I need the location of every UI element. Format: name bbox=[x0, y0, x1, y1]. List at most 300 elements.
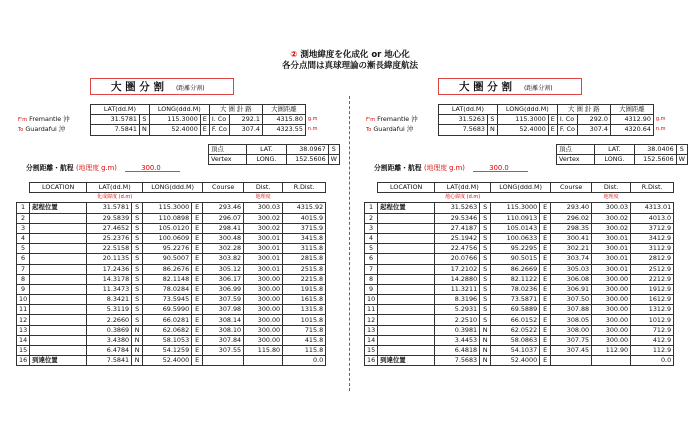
row-lat-h: S bbox=[132, 264, 143, 274]
to-lon-h: E bbox=[548, 125, 557, 135]
row-dist: 300.00 bbox=[244, 315, 283, 325]
row-lat: 25.2376 bbox=[87, 233, 132, 243]
row-course: 307.84 bbox=[203, 335, 244, 345]
row-lat-h: S bbox=[132, 295, 143, 305]
row-lat: 0.3981 bbox=[435, 325, 480, 335]
row-dist: 300.00 bbox=[592, 335, 631, 345]
from-label: F'm Fremantle 沖 bbox=[366, 114, 418, 123]
row-lon-h: E bbox=[192, 264, 203, 274]
col-location: LOCATION bbox=[378, 183, 435, 193]
header-title: 測地緯度を化成化 or 地心化 bbox=[300, 50, 410, 60]
row-lat: 3.4453 bbox=[435, 335, 480, 345]
row-dist: 300.00 bbox=[592, 325, 631, 335]
row-lat: 3.4380 bbox=[87, 335, 132, 345]
row-rdist: 4013.0 bbox=[631, 213, 674, 223]
row-location bbox=[378, 295, 435, 305]
row-number: 16 bbox=[365, 356, 378, 366]
row-lon: 66.0152 bbox=[491, 315, 540, 325]
row-rdist: 115.8 bbox=[283, 346, 326, 356]
row-lon: 78.0236 bbox=[491, 284, 540, 294]
row-lat-h: S bbox=[480, 213, 491, 223]
row-number: 3 bbox=[17, 223, 30, 233]
row-lon: 58.0863 bbox=[491, 335, 540, 345]
row-lon-h: E bbox=[540, 346, 551, 356]
table-row bbox=[365, 295, 674, 305]
header-number: ② bbox=[290, 50, 298, 60]
row-dist: 300.01 bbox=[244, 254, 283, 264]
row-lon-h: E bbox=[540, 254, 551, 264]
row-dist: 300.00 bbox=[244, 325, 283, 335]
row-location bbox=[30, 295, 87, 305]
row-number: 12 bbox=[365, 315, 378, 325]
row-rdist: 3115.8 bbox=[283, 244, 326, 254]
row-lat-h: S bbox=[132, 284, 143, 294]
panel-title-box bbox=[438, 78, 582, 95]
row-dist: 300.01 bbox=[592, 264, 631, 274]
row-number: 10 bbox=[17, 295, 30, 305]
row-lat-h: S bbox=[480, 274, 491, 284]
row-dist: 300.01 bbox=[244, 264, 283, 274]
table-row bbox=[365, 244, 674, 254]
row-number: 2 bbox=[17, 213, 30, 223]
row-course: 298.35 bbox=[551, 223, 592, 233]
row-rdist: 412.9 bbox=[631, 335, 674, 345]
route-table bbox=[16, 104, 322, 136]
row-course: 305.12 bbox=[203, 264, 244, 274]
row-course: 308.10 bbox=[203, 325, 244, 335]
table-row bbox=[17, 295, 326, 305]
col-location: LOCATION bbox=[30, 183, 87, 193]
row-lat-h: N bbox=[132, 356, 143, 366]
from-lat: 31.5781 bbox=[91, 115, 140, 125]
row-lon-h: E bbox=[540, 213, 551, 223]
row-lat-h: S bbox=[132, 274, 143, 284]
route-head-dist: 大圏距離 bbox=[262, 105, 305, 115]
row-dist: 300.01 bbox=[244, 233, 283, 243]
table-row bbox=[365, 203, 674, 213]
row-dist: 300.02 bbox=[244, 223, 283, 233]
vertex-lat-head: LAT. bbox=[594, 145, 635, 155]
panel-subtitle: (距離分割) bbox=[523, 85, 553, 92]
table-row bbox=[17, 356, 326, 366]
row-location bbox=[30, 233, 87, 243]
row-number: 9 bbox=[17, 284, 30, 294]
row-number: 15 bbox=[17, 346, 30, 356]
vertex-lon: 152.5606 bbox=[635, 155, 676, 165]
dist-note: 地理度 bbox=[603, 194, 619, 201]
row-location bbox=[30, 223, 87, 233]
row-lon: 105.0120 bbox=[143, 223, 192, 233]
from-label: F'm Fremantle 沖 bbox=[18, 114, 70, 123]
from-dist: 4312.90 bbox=[610, 115, 653, 125]
row-rdist: 3112.9 bbox=[631, 244, 674, 254]
row-lon: 100.0633 bbox=[491, 233, 540, 243]
col-lon: LONG(ddd.M) bbox=[143, 183, 203, 193]
row-lat-h: S bbox=[480, 264, 491, 274]
row-lon: 66.0281 bbox=[143, 315, 192, 325]
waypoint-table bbox=[364, 182, 674, 366]
row-location bbox=[378, 233, 435, 243]
row-rdist: 0.0 bbox=[283, 356, 326, 366]
to-unit: n.m bbox=[307, 126, 318, 133]
col-course: Course bbox=[203, 183, 244, 193]
row-lat: 2.2660 bbox=[87, 315, 132, 325]
row-course: 307.98 bbox=[203, 305, 244, 315]
row-lat: 22.4756 bbox=[435, 244, 480, 254]
row-number: 7 bbox=[17, 264, 30, 274]
row-lat: 31.5263 bbox=[435, 203, 480, 213]
row-lon-h: E bbox=[192, 335, 203, 345]
row-dist: 300.00 bbox=[244, 335, 283, 345]
row-lat-h: S bbox=[480, 284, 491, 294]
row-lon: 54.1037 bbox=[491, 346, 540, 356]
row-rdist: 2515.8 bbox=[283, 264, 326, 274]
row-course bbox=[551, 356, 592, 366]
table-row bbox=[17, 274, 326, 284]
row-lat-h: S bbox=[132, 244, 143, 254]
from-lon: 115.3000 bbox=[149, 115, 200, 125]
row-rdist: 4315.92 bbox=[283, 203, 326, 213]
row-lat-h: N bbox=[480, 325, 491, 335]
row-rdist: 2812.9 bbox=[631, 254, 674, 264]
row-course: 300.41 bbox=[551, 233, 592, 243]
row-dist: 300.03 bbox=[244, 203, 283, 213]
vertex-label-jp: 頂点 bbox=[557, 145, 595, 155]
row-lon-h: E bbox=[192, 346, 203, 356]
row-rdist: 3712.9 bbox=[631, 223, 674, 233]
row-lon-h: E bbox=[540, 244, 551, 254]
row-lat: 0.3869 bbox=[87, 325, 132, 335]
row-rdist: 715.8 bbox=[283, 325, 326, 335]
row-location bbox=[378, 213, 435, 223]
to-lat: 7.5683 bbox=[439, 125, 488, 135]
row-number: 14 bbox=[365, 335, 378, 345]
row-location bbox=[30, 346, 87, 356]
row-course: 293.46 bbox=[203, 203, 244, 213]
row-lat-h: S bbox=[132, 305, 143, 315]
division-note: (地理度 g.m) bbox=[423, 164, 465, 172]
from-course-label: I. Co bbox=[209, 115, 229, 125]
route-head-lon: LONG(ddd.M) bbox=[497, 105, 557, 115]
row-number: 5 bbox=[365, 244, 378, 254]
to-lon: 52.4000 bbox=[149, 125, 200, 135]
row-location bbox=[378, 264, 435, 274]
row-location bbox=[30, 274, 87, 284]
row-lon-h: E bbox=[540, 203, 551, 213]
row-number: 8 bbox=[17, 274, 30, 284]
table-row bbox=[365, 233, 674, 243]
row-lat: 2.2510 bbox=[435, 315, 480, 325]
table-row bbox=[17, 264, 326, 274]
row-lon: 69.5990 bbox=[143, 305, 192, 315]
row-lon: 86.2669 bbox=[491, 264, 540, 274]
table-row bbox=[365, 325, 674, 335]
to-prefix: To bbox=[366, 126, 372, 133]
row-lat: 17.2436 bbox=[87, 264, 132, 274]
dist-note: 地理度 bbox=[255, 194, 271, 201]
vertex-lon-head: LONG. bbox=[246, 155, 287, 165]
to-prefix: To bbox=[18, 126, 24, 133]
col-dist: Dist. bbox=[244, 183, 283, 193]
row-dist: 300.00 bbox=[592, 295, 631, 305]
row-course: 303.74 bbox=[551, 254, 592, 264]
row-course: 298.41 bbox=[203, 223, 244, 233]
row-rdist: 2512.9 bbox=[631, 264, 674, 274]
row-lat: 8.3421 bbox=[87, 295, 132, 305]
division-note: (地理度 g.m) bbox=[75, 164, 117, 172]
table-row bbox=[17, 213, 326, 223]
row-location bbox=[30, 284, 87, 294]
row-lat: 6.4784 bbox=[87, 346, 132, 356]
row-lon: 73.5871 bbox=[491, 295, 540, 305]
row-lon: 86.2676 bbox=[143, 264, 192, 274]
row-lon: 82.1122 bbox=[491, 274, 540, 284]
row-location bbox=[30, 305, 87, 315]
from-lat-h: S bbox=[140, 115, 150, 125]
table-row bbox=[17, 315, 326, 325]
from-lat-h: S bbox=[488, 115, 498, 125]
row-lon: 54.1259 bbox=[143, 346, 192, 356]
to-lat-h: N bbox=[140, 125, 150, 135]
table-row bbox=[17, 346, 326, 356]
row-lat: 27.4187 bbox=[435, 223, 480, 233]
row-rdist: 2815.8 bbox=[283, 254, 326, 264]
row-lon-h: E bbox=[192, 325, 203, 335]
panel-subtitle: (距離分割) bbox=[175, 85, 205, 92]
row-number: 13 bbox=[365, 325, 378, 335]
row-lat-h: S bbox=[480, 233, 491, 243]
table-row bbox=[365, 274, 674, 284]
row-rdist: 4313.01 bbox=[631, 203, 674, 213]
row-dist: 300.00 bbox=[244, 284, 283, 294]
table-row bbox=[17, 203, 326, 213]
row-location bbox=[30, 325, 87, 335]
vertex-lat: 38.0406 bbox=[635, 145, 676, 155]
row-lon: 95.2276 bbox=[143, 244, 192, 254]
row-dist: 300.00 bbox=[244, 295, 283, 305]
row-number: 2 bbox=[365, 213, 378, 223]
row-course: 293.40 bbox=[551, 203, 592, 213]
row-lat-h: N bbox=[480, 356, 491, 366]
vertex-table bbox=[208, 144, 340, 165]
row-rdist: 1015.8 bbox=[283, 315, 326, 325]
row-dist: 300.01 bbox=[592, 244, 631, 254]
row-lon-h: E bbox=[192, 233, 203, 243]
division-underline bbox=[473, 171, 528, 172]
row-lon: 78.0284 bbox=[143, 284, 192, 294]
row-course: 307.55 bbox=[203, 346, 244, 356]
row-location bbox=[378, 325, 435, 335]
row-lon-h: E bbox=[540, 305, 551, 315]
division-value: 300.0 bbox=[141, 164, 161, 172]
row-location bbox=[378, 335, 435, 345]
row-rdist: 1012.9 bbox=[631, 315, 674, 325]
row-number: 6 bbox=[365, 254, 378, 264]
row-number: 1 bbox=[17, 203, 30, 213]
row-lat-h: S bbox=[480, 223, 491, 233]
row-lon-h: E bbox=[192, 203, 203, 213]
row-location: 到達位置 bbox=[30, 356, 87, 366]
col-lon: LONG(ddd.M) bbox=[491, 183, 551, 193]
row-course: 302.28 bbox=[203, 244, 244, 254]
row-lat: 25.1942 bbox=[435, 233, 480, 243]
panel-left bbox=[0, 0, 340, 435]
row-course: 302.21 bbox=[551, 244, 592, 254]
row-location bbox=[30, 213, 87, 223]
row-lat: 5.2931 bbox=[435, 305, 480, 315]
row-lat-h: S bbox=[480, 203, 491, 213]
row-number: 4 bbox=[365, 233, 378, 243]
waypoint-table bbox=[16, 182, 326, 366]
panel-title: 大 圏 分 割 bbox=[459, 81, 512, 93]
table-row bbox=[365, 213, 674, 223]
row-dist bbox=[592, 356, 631, 366]
row-lat-h: S bbox=[480, 295, 491, 305]
row-lat-h: N bbox=[132, 346, 143, 356]
row-lon-h: E bbox=[192, 254, 203, 264]
row-course: 300.48 bbox=[203, 233, 244, 243]
row-lon-h: E bbox=[540, 325, 551, 335]
row-course: 307.45 bbox=[551, 346, 592, 356]
to-course: 307.4 bbox=[229, 125, 262, 135]
division-label: 分割距離・航程 bbox=[26, 164, 74, 172]
from-unit: g.m bbox=[307, 116, 318, 123]
to-course: 307.4 bbox=[577, 125, 610, 135]
route-head-course: 大 圏 針 路 bbox=[557, 105, 610, 115]
row-number: 13 bbox=[17, 325, 30, 335]
from-unit: g.m bbox=[655, 116, 666, 123]
row-course: 306.08 bbox=[551, 274, 592, 284]
to-lat: 7.5841 bbox=[91, 125, 140, 135]
row-lat: 27.4652 bbox=[87, 223, 132, 233]
row-lat-h: N bbox=[480, 335, 491, 345]
row-dist: 300.03 bbox=[592, 203, 631, 213]
row-course: 308.05 bbox=[551, 315, 592, 325]
row-number: 9 bbox=[365, 284, 378, 294]
row-location bbox=[378, 274, 435, 284]
from-prefix: F'm bbox=[366, 116, 376, 123]
row-lon: 62.0682 bbox=[143, 325, 192, 335]
row-lon: 52.4000 bbox=[491, 356, 540, 366]
lat-note: 地心緯度 (d.m) bbox=[445, 194, 481, 201]
route-head-dist: 大圏距離 bbox=[610, 105, 653, 115]
row-lon: 110.0898 bbox=[143, 213, 192, 223]
row-dist: 300.01 bbox=[592, 254, 631, 264]
row-location: 起程位置 bbox=[30, 203, 87, 213]
row-dist: 300.01 bbox=[244, 244, 283, 254]
row-lon-h: E bbox=[192, 315, 203, 325]
row-lon: 100.0609 bbox=[143, 233, 192, 243]
panel-title: 大 圏 分 割 bbox=[111, 81, 164, 93]
row-lon-h: E bbox=[192, 274, 203, 284]
row-lon: 90.5015 bbox=[491, 254, 540, 264]
row-lat-h: S bbox=[480, 254, 491, 264]
row-lon-h: E bbox=[192, 223, 203, 233]
row-number: 7 bbox=[365, 264, 378, 274]
row-lat-h: S bbox=[132, 213, 143, 223]
row-course: 307.88 bbox=[551, 305, 592, 315]
col-lat: LAT(dd.M) bbox=[435, 183, 491, 193]
row-lon-h: E bbox=[540, 295, 551, 305]
to-course-label: F. Co bbox=[209, 125, 229, 135]
vertex-label-en: Vertex bbox=[209, 155, 247, 165]
row-course: 308.00 bbox=[551, 325, 592, 335]
row-location bbox=[378, 244, 435, 254]
from-course: 292.1 bbox=[229, 115, 262, 125]
to-lon: 52.4000 bbox=[497, 125, 548, 135]
route-table bbox=[364, 104, 670, 136]
row-lon: 69.5889 bbox=[491, 305, 540, 315]
row-location bbox=[30, 244, 87, 254]
to-label: To Guardafui 沖 bbox=[18, 124, 66, 133]
route-head-lon: LONG(ddd.M) bbox=[149, 105, 209, 115]
row-lon-h: E bbox=[192, 295, 203, 305]
header-line-2: 各分点間は真球理論の漸長緯度航法 bbox=[281, 61, 418, 71]
row-dist: 112.90 bbox=[592, 346, 631, 356]
row-location bbox=[378, 223, 435, 233]
vertex-table bbox=[556, 144, 688, 165]
row-lat: 20.0766 bbox=[435, 254, 480, 264]
row-course: 306.91 bbox=[551, 284, 592, 294]
row-course: 307.50 bbox=[551, 295, 592, 305]
row-dist bbox=[244, 356, 283, 366]
row-rdist: 3412.9 bbox=[631, 233, 674, 243]
row-rdist: 2215.8 bbox=[283, 274, 326, 284]
row-dist: 300.00 bbox=[592, 274, 631, 284]
row-lon: 115.3000 bbox=[491, 203, 540, 213]
row-lon-h: E bbox=[540, 223, 551, 233]
row-lat-h: S bbox=[132, 254, 143, 264]
table-row bbox=[365, 315, 674, 325]
table-row bbox=[365, 346, 674, 356]
row-location: 起程位置 bbox=[378, 203, 435, 213]
row-lat: 7.5841 bbox=[87, 356, 132, 366]
vertex-lon-h: W bbox=[328, 155, 339, 165]
row-location bbox=[378, 254, 435, 264]
row-lat: 14.3178 bbox=[87, 274, 132, 284]
table-row bbox=[17, 335, 326, 345]
row-location bbox=[30, 254, 87, 264]
row-dist: 300.00 bbox=[592, 305, 631, 315]
row-dist: 300.02 bbox=[244, 213, 283, 223]
row-rdist: 1615.8 bbox=[283, 295, 326, 305]
row-lon: 105.0143 bbox=[491, 223, 540, 233]
row-lon-h: E bbox=[540, 264, 551, 274]
row-lat-h: S bbox=[480, 244, 491, 254]
row-location bbox=[30, 315, 87, 325]
row-lat: 8.3196 bbox=[435, 295, 480, 305]
panel-right bbox=[348, 0, 688, 435]
row-number: 11 bbox=[365, 305, 378, 315]
row-location bbox=[378, 346, 435, 356]
row-lat: 17.2102 bbox=[435, 264, 480, 274]
vertex-lon-head: LONG. bbox=[594, 155, 635, 165]
row-rdist: 3415.8 bbox=[283, 233, 326, 243]
row-course: 308.14 bbox=[203, 315, 244, 325]
row-location: 到達位置 bbox=[378, 356, 435, 366]
row-rdist: 1312.9 bbox=[631, 305, 674, 315]
row-number: 5 bbox=[17, 244, 30, 254]
row-number: 4 bbox=[17, 233, 30, 243]
row-lat: 6.4818 bbox=[435, 346, 480, 356]
row-rdist: 2212.9 bbox=[631, 274, 674, 284]
from-lon: 115.3000 bbox=[497, 115, 548, 125]
row-lon: 82.1148 bbox=[143, 274, 192, 284]
row-lon: 58.1053 bbox=[143, 335, 192, 345]
row-lon-h: E bbox=[540, 274, 551, 284]
row-number: 16 bbox=[17, 356, 30, 366]
row-lat: 14.2880 bbox=[435, 274, 480, 284]
